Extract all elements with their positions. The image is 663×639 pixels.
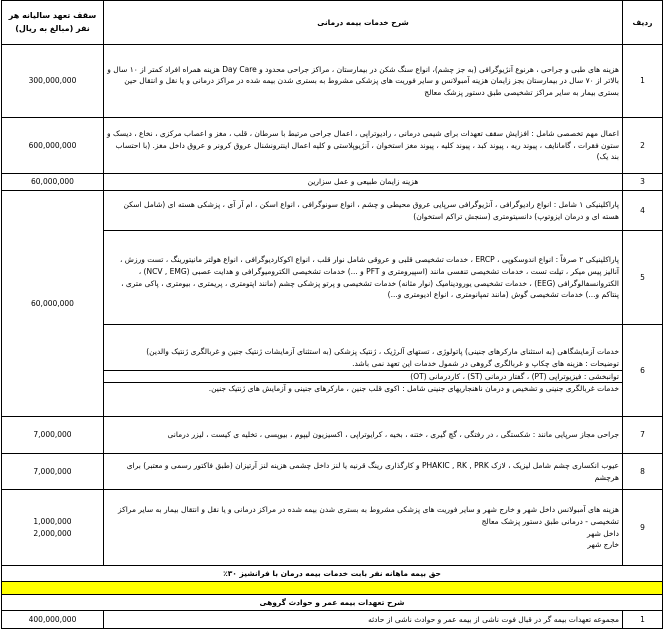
row-amount: 60,000,000 xyxy=(2,174,104,191)
table-row xyxy=(2,490,663,566)
insurance-table xyxy=(1,0,663,629)
table-row xyxy=(2,118,663,174)
row-description: هزینه های طبی و جراحی ، هرنوع آنژیوگرافی (به جز چشم)، انواع سنگ شکن در بیمارستان ، مراکز جراحی محدود و Day Care هزینه همراه افراد کمتر از ۱۰ سال و بالاتر از ۷۰ سال در بیمارستان بجز زایمان هزینه آمبولانس و سایر فوریت های پزشکی مشروط به بستری شدن بیمه شده در مراکز درمانی و یا نقل و انتقال حین بستری بیمار به سایر مراکز تشخیصی طبق دستور پزشک معالج xyxy=(104,45,623,118)
life-header: شرح تعهدات بیمه عمر و حوادث گروهی xyxy=(2,595,663,611)
row-amount: 7,000,000 xyxy=(2,454,104,490)
row-amount: 7,000,000 xyxy=(2,417,104,454)
row-number: 3 xyxy=(623,174,663,191)
amount-in-city: 1,000,000 xyxy=(33,516,72,526)
row-number: 1 xyxy=(623,45,663,118)
lab-services-text: خدمات آزمایشگاهی (به استثنای مارکرهای جنینی) پاتولوژی ، تستهای آلرژیک ، ژنتیک پزشکی (به استثنای آزمایشات ژنتیک جنین و غربالگری ژنتیک والدین) xyxy=(146,347,619,357)
notes-text: توضیحات : هزینه های چکاپ و غربالگری گروهی در شمول خدمات این تعهد نمی باشد. xyxy=(352,358,619,368)
life-header-row xyxy=(2,595,663,611)
row-description: مجموعه تعهدات بیمه گر در قبال فوت ناشی از بیمه عمر و حوادث ناشی از حادثه xyxy=(104,611,623,629)
ambulance-text: هزینه های آمبولانس داخل شهر و خارج شهر و سایر فوریت های پزشکی مشروط به بستری شدن بیمه شده در مراکز درمانی و یا نقل و انتقال بیمار به سایر مراکز تشخیصی - درمانی طبق دستور پزشک معالج xyxy=(118,505,619,526)
group-amount: 60,000,000 xyxy=(2,191,104,417)
table-row xyxy=(2,417,663,454)
premium-line: حق بیمه ماهانه نفر بابت خدمات بیمه درمان با فرانشیز ۳۰٪ xyxy=(2,566,663,582)
premium-row xyxy=(2,566,663,582)
row-number: 8 xyxy=(623,454,663,490)
table-row xyxy=(2,191,663,231)
header-description: شرح خدمات بیمه درمانی xyxy=(104,1,623,45)
row-number: 1 xyxy=(623,611,663,629)
amount-out-city: 2,000,000 xyxy=(33,528,72,538)
rehab-text: توانبخشی : فیزیوتراپی (PT) ، گفتار درمانی (ST) ، کاردرمانی (OT) xyxy=(104,370,622,383)
highlight-row xyxy=(2,582,663,595)
table-row xyxy=(2,174,663,191)
highlight-bar xyxy=(2,582,663,595)
row-number: 2 xyxy=(623,118,663,174)
row-amount: 600,000,000 xyxy=(2,118,104,174)
row-amount: 400,000,000 xyxy=(2,611,104,629)
row-description: پاراکلینیکی ۱ شامل : انواع رادیوگرافی ، آنژیوگرافی سرپایی عروق محیطی و چشم ، انواع سونوگرافی ، انواع اسکن ، ام آر آی ، پزشکی هسته ای (شامل اسکن هسته ای و درمان ایزوتوپ) دانسیتومتری (سنجش تراکم استخوان) xyxy=(104,191,623,231)
header-row-number: ردیف xyxy=(623,1,663,45)
header-amount: سقف تعهد سالیانه هر نفر (مبالغ به ریال) xyxy=(2,1,104,45)
row-description xyxy=(104,490,623,566)
table-row xyxy=(2,454,663,490)
row-number: 9 xyxy=(623,490,663,566)
row-number: 7 xyxy=(623,417,663,454)
row-amount: 300,000,000 xyxy=(2,45,104,118)
table-row xyxy=(2,611,663,629)
table-row xyxy=(2,45,663,118)
city-in-label: داخل شهر xyxy=(586,528,619,538)
row-description: پاراکلینیکی ۲ صرفاً : انواع اندوسکوپی ، ERCP ، خدمات تشخیصی قلبی و عروقی شامل نوار قلب ، انواع اکوکاردیوگرافی ، انواع هولتر مانیتورینگ ، تست ورزش ، آنالیز پیس میکر ، تیلت تست ، خدمات تشخیصی تنفسی مانند (اسپیرومتری و PFT و ...) خدمات تشخیصی الکترومیوگرافی و هدایت عصبی (NCV , EMG) ، الکتروانسفالوگرافی (EEG) ، خدمات تشخیصی یورودینامیک (نوار مثانه) خدمات تشخیصی و پرتو پزشکی چشم (مانند اپتومتری ، پریمتری ، بیومتری ، پاکی متری ، پنتاکم و...) خدمات تشخیصی گوش (مانند تمپانومتری ، انواع ادیومتری و...) xyxy=(104,231,623,325)
row-description xyxy=(104,325,623,417)
row-description: اعمال مهم تخصصی شامل : افزایش سقف تعهدات برای شیمی درمانی ، رادیوتراپی ، اعمال جراحی مرتبط با سرطان ، قلب ، مغز و اعصاب مرکزی ، نخاع ، دیسک و ستون فقرات ، گامانایف ، پیوند ریه ، پیوند کبد ، پیوند کلیه ، پیوند مغز استخوان ، آنژیوپلاستی و کلیه اعمال اینترونشنال عروق کرونر و عروق داخل مغز. (با احتساب بند یک) xyxy=(104,118,623,174)
row-amount xyxy=(2,490,104,566)
city-out-label: خارج شهر xyxy=(587,540,619,550)
row-number: 4 xyxy=(623,191,663,231)
row-description: عیوب انکساری چشم شامل لیزیک ، لازک PHAKIC , RK , PRK و کارگذاری رینگ قرنیه یا لنز داخل چشمی هزینه لنز آرتیزان (طبق فاکتور رسمی و معتبر) برای هرچشم xyxy=(104,454,623,490)
row-description: هزینه زایمان طبیعی و عمل سزارین xyxy=(104,174,623,191)
row-number: 5 xyxy=(623,231,663,325)
fetal-screening-text: خدمات غربالگری جنینی و تشخیص و درمان ناهنجاریهای جنینی شامل : اکوی قلب جنین ، مارکرهای جنینی و آزمایش های ژنتیک جنین. xyxy=(104,382,622,395)
row-number: 6 xyxy=(623,325,663,417)
row-description: جراحی مجاز سرپایی مانند : شکستگی ، در رفتگی ، گچ گیری ، ختنه ، بخیه ، کرایوتراپی ، اکسیزیون لیپوم ، بیوپسی ، تخلیه ی کیست ، لیزر درمانی xyxy=(104,417,623,454)
header-row xyxy=(2,1,663,45)
